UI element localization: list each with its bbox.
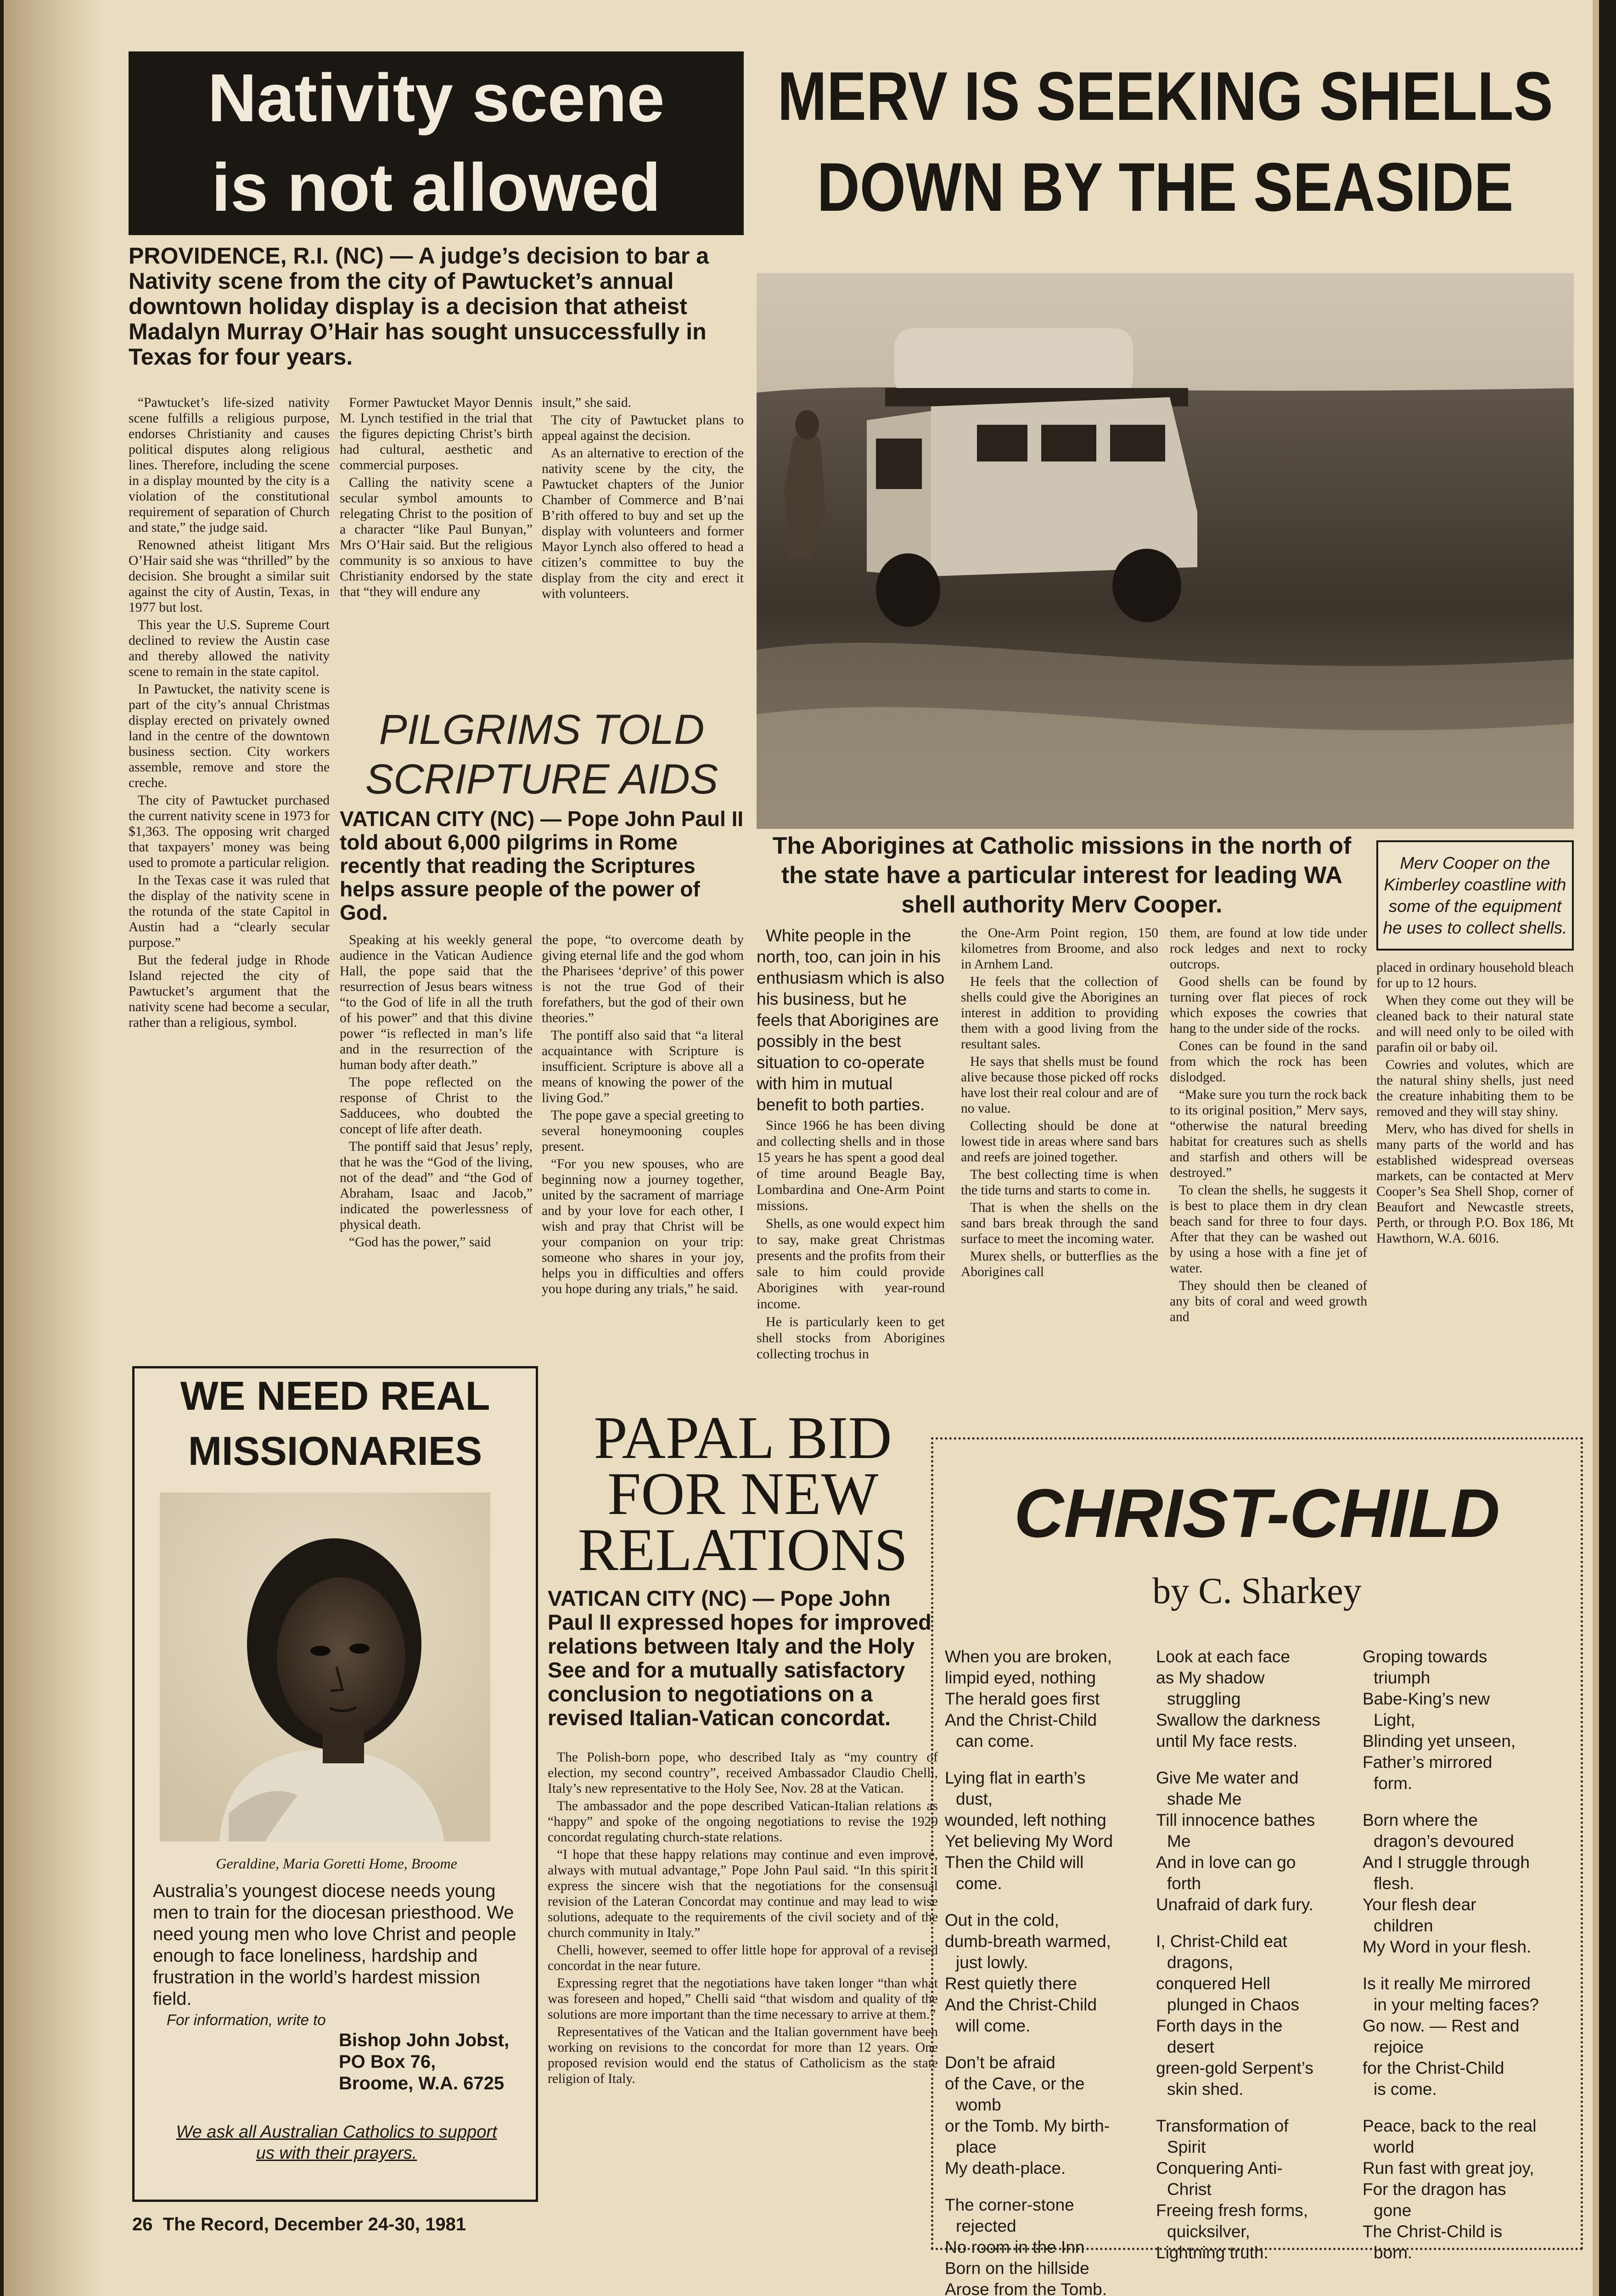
papal-lede: VATICAN CITY (NC) — Pope John Paul II expressed hopes for improved relations between Italy and the Holy See and for a mutually satisfactory conclusion to negotiations on a revised Italian-Vatican concordat. — [548, 1586, 931, 1730]
poem-line: until My face rests. — [1156, 1732, 1298, 1750]
nativity-para: Renowned atheist litigant Mrs O’Hair said she was “thrilled” by the decision. She brought a similar suit against the city of Austin, Texas, in 1977 but lost. — [129, 538, 330, 615]
pilgrims-headline-line-1: PILGRIMS TOLD — [379, 706, 705, 753]
poem-stanza — [945, 1646, 1156, 1752]
prayer-appeal: We ask all Australian Catholics to support us with their prayers. — [176, 2122, 497, 2163]
merv-para: He is particularly keen to get shell stocks from Aborigines collecting trochus in — [757, 1314, 945, 1362]
poem-line: conquered Hell — [1156, 1974, 1270, 1993]
nativity-para: This year the U.S. Supreme Court declined to review the Austin case and thereby allowed the nativity scene to remain in the state capitol. — [129, 618, 330, 679]
nativity-headline — [129, 51, 744, 235]
merv-col-4 — [1376, 960, 1574, 1424]
poem-line: My death-place. — [945, 2159, 1066, 2178]
poem-line: Then the Child will — [945, 1853, 1084, 1872]
nativity-headline-line-1: Nativity scene — [208, 60, 665, 136]
poem-line: The herald goes first — [945, 1689, 1100, 1708]
merv-para: Cowries and volutes, which are the natural shiny shells, just need the creature inhabiting them to be removed and they will stay shiny. — [1376, 1058, 1574, 1119]
nativity-lede: PROVIDENCE, R.I. (NC) — A judge’s decision to bar a Nativity scene from the city of Pawtucket’s annual downtown holiday display is a decision that atheist Madalyn Murray O’Hair has sought unsuccessfully in Texas for four years. — [129, 243, 709, 370]
poem-line: For the dragon has — [1363, 2180, 1506, 2199]
nativity-para: Former Pawtucket Mayor Dennis M. Lynch testified in the trial that the figures depicting Christ’s birth had cultural, aesthetic and commercial purposes. — [340, 395, 533, 473]
poem-line: limpid eyed, nothing — [945, 1668, 1096, 1687]
poem-stanza — [945, 1910, 1156, 2037]
poem-line: form. — [1374, 1774, 1413, 1793]
nativity-para: “Pawtucket’s life-sized nativity scene fulfills a religious purpose, endorses Christianity and causes political disputes along religious lines. Therefore, including the scene in a display mounted by the city is a violation of the constitutional requirement of separation of Church and state,” the judge said. — [129, 395, 330, 535]
merv-para: placed in ordinary household bleach for up to 12 hours. — [1376, 960, 1574, 990]
pilgrims-para: “God has the power,” said — [349, 1235, 491, 1249]
poem-line: of the Cave, or the — [945, 2074, 1085, 2093]
merv-col-1 — [757, 925, 945, 1421]
papal-body — [548, 1750, 938, 2259]
page-footer: 26 The Record, December 24-30, 1981 — [132, 2214, 466, 2234]
poem-line: Your flesh dear — [1363, 1895, 1476, 1914]
merv-col-2 — [961, 925, 1158, 1421]
pilgrims-headline-line-2: SCRIPTURE AIDS — [365, 756, 718, 803]
papal-headline-line-3: RELATIONS — [578, 1516, 908, 1583]
merv-col-3 — [1170, 925, 1367, 1421]
merv-para: He says that shells must be found alive because those picked off rocks have lost their real colour and are of no value. — [961, 1054, 1158, 1116]
poem-title: CHRIST-CHILD — [1014, 1474, 1500, 1552]
merv-para: They should then be cleaned of any bits of coral and weed growth and — [1170, 1278, 1367, 1324]
missionaries-ad — [132, 1366, 538, 2202]
poem-line: struggling — [1167, 1689, 1241, 1708]
papal-para: Expressing regret that the negotiations have taken longer “than what was foreseen and hoped,” Chelli said “that wisdom and quality of the solutions are more important than the time necessary to arrive at them.” — [548, 1976, 938, 2022]
pilgrims-para: Speaking at his weekly general audience in the Vatican Audience Hall, the pope said that the resurrection of Jesus bears witness “to the God of life in all the truth of his power” and that this divine power “is reflected in man’s life and in the resurrection of the human body after death.” — [340, 933, 533, 1072]
poem-line: place — [956, 2138, 997, 2156]
poem-stanza — [1363, 1973, 1574, 2100]
address-line: Broome, W.A. 6725 — [339, 2073, 505, 2093]
poem-line: Born on the hillside — [945, 2259, 1089, 2278]
merv-photo-caption: Merv Cooper on the Kimberley coastline with some of the equipment he uses to collect shells. — [1376, 840, 1574, 951]
merv-para: He feels that the collection of shells could give the Aborigines an interest in addition to providing them with a good living from the resultant sales. — [961, 974, 1158, 1052]
poem-line: Groping towards — [1363, 1647, 1487, 1666]
nativity-para: In the Texas case it was ruled that the display of the nativity scene in the rotunda of the state Capitol in Austin had a “clearly secular purpose.” — [129, 873, 330, 950]
merv-para: Shells, as one would expect him to say, make great Christmas presents and the profits from their sale to him could provide Aborigines with year-round income. — [757, 1216, 945, 1311]
pilgrims-col-2 — [542, 932, 744, 1419]
nativity-col-2 — [340, 395, 533, 707]
bishop-address — [339, 2030, 532, 2094]
poem-line: rejected — [956, 2217, 1016, 2235]
poem-line: skin shed. — [1167, 2080, 1244, 2099]
nativity-para: The city of Pawtucket purchased the current nativity scene in 1973 for $1,363. The opposing writ charged that taxpayers’ money was being used to promote a particular religion. — [129, 793, 330, 870]
poem-line: Yet believing My Word — [945, 1832, 1113, 1851]
poem-line: dragons, — [1167, 1953, 1233, 1972]
poem-line: Lying flat in earth’s — [945, 1768, 1086, 1787]
poem-line: Babe-King’s new — [1363, 1689, 1490, 1708]
poem-line: triumph — [1374, 1668, 1431, 1687]
poem-line: And in love can go — [1156, 1853, 1296, 1872]
poem-col-3 — [1363, 1646, 1574, 2262]
poem-line: dust, — [956, 1790, 993, 1808]
pilgrims-col-1 — [340, 932, 533, 1368]
poem-line: shade Me — [1167, 1790, 1242, 1808]
poem-line: forth — [1167, 1874, 1201, 1893]
poem-line: Give Me water and — [1156, 1768, 1299, 1787]
pilgrims-para: “For you new spouses, who are beginning now a journey together, united by the sacrament of marriage and by your love for each other, I wish and pray that Christ will be your companion on your trip: someone who shares in your joy, helps you in difficulties and offers you hope during any trials,” he said. — [542, 1157, 744, 1296]
poem-line: Unafraid of dark fury. — [1156, 1895, 1313, 1914]
poem-line: womb — [956, 2095, 1001, 2114]
address-line: Bishop John Jobst, — [339, 2030, 510, 2050]
poem-line: Run fast with great joy, — [1363, 2159, 1534, 2178]
poem-stanza — [1363, 2116, 1574, 2263]
merv-para: Collecting should be done at lowest tide in areas where sand bars and reefs are joined together. — [961, 1119, 1158, 1165]
papal-para: “I hope that these happy relations may continue and even improve, always with mutual advantage,” Pope John Paul said. “In this spirit I express the sincere wish that the negotiations for the consensual revision of the Lateran Concordat may continue and may lead to wise solutions, adequate to the requirements of the civil society and of the church community in Italy.” — [548, 1847, 938, 1940]
poem-line: Me — [1167, 1832, 1191, 1851]
poem-stanza — [1156, 1767, 1363, 1915]
poem-line: Christ — [1167, 2180, 1212, 2199]
nativity-para: In Pawtucket, the nativity scene is part of the city’s annual Christmas display erected on privately owned land in the centre of the downtown business section. City workers assemble, remove and store the creche. — [129, 682, 330, 790]
papal-para: The Polish-born pope, who described Italy as “my country of election, my second country”, received Ambassador Claudio Chelli, Italy’s new representative to the Holy See, Nov. 28 at the Vatican. — [548, 1750, 938, 1796]
poem-line: in your melting faces? — [1374, 1995, 1539, 2014]
poem-line: rejoice — [1374, 2037, 1424, 2056]
poem-line: born. — [1374, 2243, 1413, 2262]
nativity-para: As an alternative to erection of the nativity scene by the city, the Pawtucket chapters of the Junior Chamber of Commerce and B’nai B’rith offered to buy and set up the display with volunteers and former Mayor Lynch also offered to head a citizen’s committee to buy the display from the city and erect it with volunteers. — [542, 446, 744, 601]
poem-col-2 — [1156, 1646, 1363, 2262]
poem-line: Rest quietly there — [945, 1974, 1077, 1993]
missionaries-headline-line-1: WE NEED REAL — [180, 1373, 490, 1418]
poem-line: is come. — [1374, 2080, 1437, 2099]
merv-para: The best collecting time is when the tide turns and starts to come in. — [961, 1167, 1158, 1198]
poem-stanza — [1156, 1931, 1363, 2100]
poem-line: for the Christ-Child — [1363, 2059, 1504, 2077]
poem-line: Light, — [1374, 1711, 1415, 1729]
nativity-col-3 — [542, 395, 744, 707]
poem-line: Is it really Me mirrored — [1363, 1974, 1531, 1993]
merv-para: Merv, who has dived for shells in many parts of the world and has established widespread overseas markets, can be contacted at Merv Cooper’s Sea Shell Shop, corner of Beaufort and Newcastle streets, Perth, or through P.O. Box 186, Mt Hawthorn, W.A. 6016. — [1376, 1122, 1574, 1246]
poem-line: The Christ-Child is — [1363, 2222, 1503, 2241]
poem-line: Lightning truth. — [1156, 2243, 1268, 2262]
address-line: PO Box 76, — [339, 2052, 436, 2072]
poem-stanza — [1156, 2116, 1363, 2263]
poem-line: Peace, back to the real — [1363, 2116, 1537, 2135]
poem-line: gone — [1374, 2201, 1412, 2220]
poem-line: Go now. — Rest and — [1363, 2016, 1520, 2035]
shell-collecting-photo — [757, 273, 1574, 829]
papal-headline-line-2: FOR NEW — [607, 1460, 879, 1527]
papal-headline-line-1: PAPAL BID — [594, 1404, 892, 1471]
poem-line: And I struggle through — [1363, 1853, 1530, 1872]
merv-para: the One-Arm Point region, 150 kilometres from Broome, and also in Arnhem Land. — [961, 926, 1158, 972]
poem-line: desert — [1167, 2037, 1214, 2056]
poem-line: green-gold Serpent’s — [1156, 2059, 1313, 2077]
info-label: For information, write to — [167, 2011, 326, 2028]
poem-line: can come. — [956, 1732, 1034, 1750]
poem-stanza — [945, 2052, 1156, 2179]
poem-line: plunged in Chaos — [1167, 1995, 1299, 2014]
missionaries-headline — [135, 1368, 536, 1479]
poem-line: children — [1374, 1916, 1433, 1935]
merv-para: That is when the shells on the sand bars break through the sand surface to meet the incoming water. — [961, 1200, 1158, 1246]
pilgrims-para: The pontiff said that Jesus’ reply, that he was the “God of the living, not of the dead” and “the God of Abraham, Isaac and Jacob,” indicated the powerlessness of physical death. — [340, 1139, 533, 1232]
poem-line: And the Christ-Child — [945, 1995, 1097, 2014]
merv-lede: The Aborigines at Catholic missions in the north of the state have a particular interest for leading WA shell authority Merv Cooper. — [772, 833, 1352, 918]
merv-para: them, are found at low tide under rock ledges and next to rocky outcrops. — [1170, 926, 1367, 972]
poem-stanza — [945, 2195, 1156, 2296]
poem-line: My Word in your flesh. — [1363, 1937, 1532, 1956]
portrait-photo — [160, 1492, 490, 1841]
merv-para: To clean the shells, he suggests it is best to place them in dry clean beach sand for three to four days. After that they can be washed out by using a hose with a fine jet of water. — [1170, 1183, 1367, 1276]
papal-para: Representatives of the Vatican and the Italian government have been working on revisions to the concordat for more than 12 years. One proposed revision would end the status of Catholicism as the state religion of Italy. — [548, 2025, 938, 2086]
poem-line: as My shadow — [1156, 1668, 1265, 1687]
poem-line: Transformation of — [1156, 2116, 1289, 2135]
nativity-col-1 — [129, 395, 330, 1359]
poem-line: When you are broken, — [945, 1647, 1112, 1666]
poem-line: Freeing fresh forms, — [1156, 2201, 1308, 2220]
merv-para: “Make sure you turn the rock back to its original position,” Merv says, “otherwise the natural breeding habitat for creatures such as shells and starfish and others will be destroyed.” — [1170, 1087, 1367, 1180]
poem-line: No room in the Inn — [945, 2238, 1085, 2257]
poem-stanza — [945, 1767, 1156, 1894]
poem-byline: by C. Sharkey — [1152, 1571, 1362, 1611]
poem-stanza — [1363, 1646, 1574, 1794]
pilgrims-para: The pope gave a special greeting to several honeymooning couples present. — [542, 1108, 744, 1154]
poem-line: will come. — [956, 2016, 1031, 2035]
poem-line: Father’s mirrored — [1363, 1753, 1493, 1772]
poem-line: or the Tomb. My birth- — [945, 2116, 1110, 2135]
poem-line: I, Christ-Child eat — [1156, 1932, 1287, 1951]
poem-stanza — [1156, 1646, 1363, 1752]
poem-line: Conquering Anti- — [1156, 2159, 1283, 2178]
poem-stanza — [1363, 1810, 1574, 1958]
poem-line: Swallow the darkness — [1156, 1711, 1320, 1729]
papal-para: The ambassador and the pope described Vatican-Italian relations as “happy” and spoke of the ongoing negotiations to revise the 1929 concordat regulating church-state relations. — [548, 1799, 938, 1845]
poem-line: Spirit — [1167, 2138, 1206, 2156]
binding-gutter — [4, 0, 102, 2296]
poem-line: Look at each face — [1156, 1647, 1291, 1666]
nativity-para: But the federal judge in Rhode Island rejected the city of Pawtucket’s argument that the nativity scene had become a secular, rather than a religious, symbol. — [129, 953, 330, 1030]
papal-headline — [548, 1404, 938, 1583]
missionaries-body: Australia’s youngest diocese needs young men to train for the diocesan priesthood. We need young men who love Christ and people enough to face loneliness, hardship and frustration in the world’s hardest mission field. — [153, 1881, 516, 2009]
poem-line: world — [1374, 2138, 1414, 2156]
merv-para: When they come out they will be cleaned back to their natural state and will need only to be oiled with parafin oil or baby oil. — [1376, 993, 1574, 1055]
poem-line: Blinding yet unseen, — [1363, 1732, 1516, 1750]
pilgrims-headline — [340, 705, 744, 806]
merv-headline-line-1: MERV IS SEEKING SHELLS — [777, 57, 1553, 135]
poem-line: just lowly. — [956, 1953, 1028, 1972]
merv-headline — [757, 51, 1574, 248]
merv-para: Good shells can be found by turning over flat pieces of rock which exposes the cowries that hang to the under side of the rocks. — [1170, 974, 1367, 1036]
nativity-headline-line-2: is not allowed — [211, 150, 661, 226]
merv-headline-line-2: DOWN BY THE SEASIDE — [817, 148, 1514, 225]
poem-col-1 — [945, 1646, 1156, 2296]
poem-line: The corner-stone — [945, 2195, 1074, 2214]
nativity-para: insult,” she said. — [542, 395, 632, 410]
merv-para: Since 1966 he has been diving and collecting shells and in those 15 years he has spent a good deal of time around Beagle Bay, Lombardina and One-Arm Point missions. — [757, 1118, 945, 1213]
poem-line: Forth days in the — [1156, 2016, 1283, 2035]
nativity-para: Calling the nativity scene a secular symbol amounts to relegating Christ to the position of a character “like Paul Bunyan,” Mrs O’Hair said. But the religious community is so anxious to have Christianity endorsed by the state that “they will endure any — [340, 475, 533, 599]
poem-line: And the Christ-Child — [945, 1711, 1097, 1729]
poem-line: Arose from the Tomb. — [945, 2280, 1107, 2296]
poem-line: Out in the cold, — [945, 1911, 1059, 1930]
poem-line: Born where the — [1363, 1811, 1478, 1829]
newspaper-page — [4, 0, 1599, 2296]
pilgrims-para: The pope reflected on the response of Christ to the Sadducees, who doubted the concept of life after death. — [340, 1075, 533, 1137]
poem-line: come. — [956, 1874, 1002, 1893]
merv-para: White people in the north, too, can join in his enthusiasm which is also his business, but he feels that Aborigines are possibly in the best situation to co-operate with him in mutual benefit to both parties. — [757, 926, 945, 1114]
poem-line: wounded, left nothing — [945, 1811, 1106, 1829]
poem-line: dumb-breath warmed, — [945, 1932, 1111, 1951]
poem-line: Don’t be afraid — [945, 2053, 1055, 2072]
nativity-para: The city of Pawtucket plans to appeal against the decision. — [542, 413, 744, 443]
pilgrims-para: the pope, “to overcome death by giving eternal life and the god whom the Pharisees ‘deprive’ of this power is not the true God of their forefathers, but the god of their own theories.” — [542, 933, 744, 1025]
missionaries-headline-line-2: MISSIONARIES — [188, 1428, 483, 1474]
merv-para: Murex shells, or butterflies as the Aborigines call — [961, 1249, 1158, 1279]
pilgrims-lede: VATICAN CITY (NC) — Pope John Paul II told about 6,000 pilgrims in Rome recently that reading the Scriptures helps assure people of the power of God. — [340, 807, 744, 924]
poem-line: flesh. — [1374, 1874, 1414, 1893]
page-edge — [1593, 0, 1599, 2296]
poem-line: quicksilver, — [1167, 2222, 1250, 2241]
portrait-caption: Geraldine, Maria Goretti Home, Broome — [216, 1855, 457, 1872]
papal-para: Chelli, however, seemed to offer little hope for approval of a revised concordat in the near future. — [548, 1943, 938, 1973]
merv-para: Cones can be found in the sand from which the rock has been dislodged. — [1170, 1039, 1367, 1085]
poem-line: dragon’s devoured — [1374, 1832, 1514, 1851]
poem-line: Till innocence bathes — [1156, 1811, 1315, 1829]
pilgrims-para: The pontiff also said that “a literal acquaintance with Scripture is insufficient. Scripture is above all a means of knowing the power of the living God.” — [542, 1028, 744, 1105]
